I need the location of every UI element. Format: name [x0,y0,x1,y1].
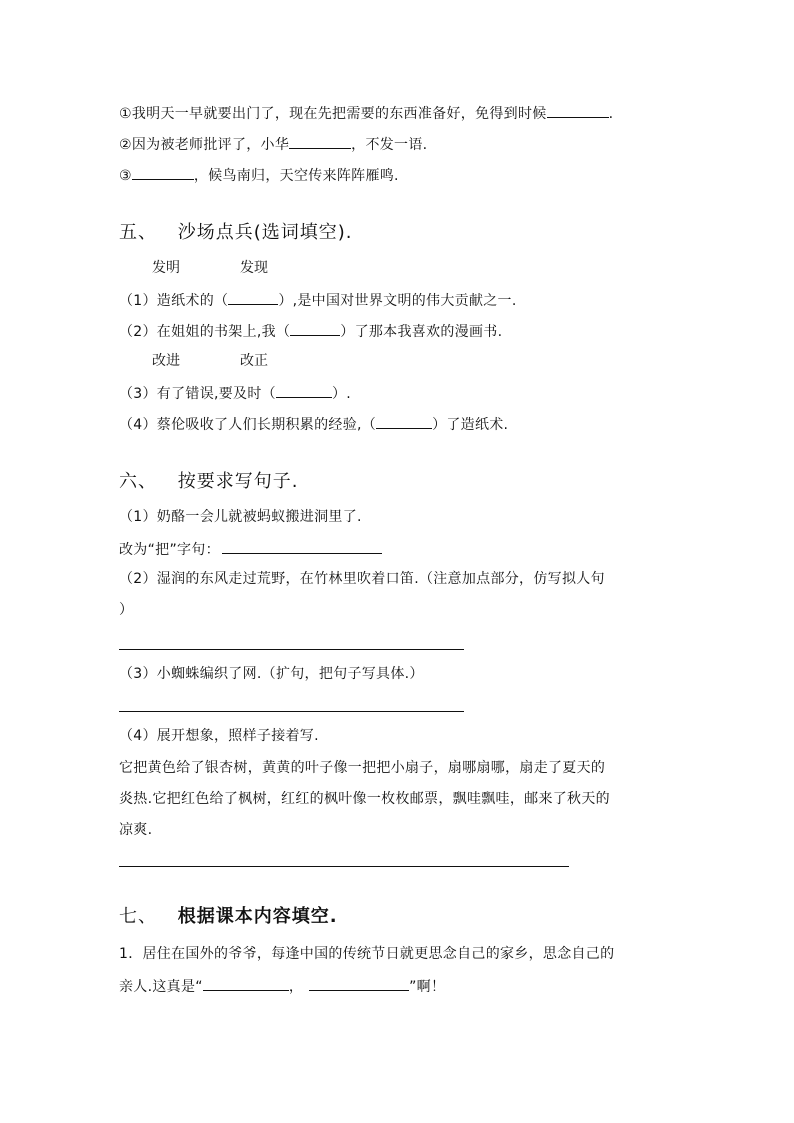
question-7-1-cont [119,976,445,996]
answer-line[interactable] [119,711,464,712]
section-title: 根据课本内容填空. [177,906,338,927]
section-number: 六、 [119,471,157,492]
question-text: （3）有了错误,要及时（ [119,386,276,402]
answer-blank[interactable] [228,290,278,305]
answer-blank[interactable] [222,539,382,554]
question-6-3: （3）小蜘蛛编织了网.（扩句，把句子写具体.） [119,666,424,682]
word-choice-3: 改进 [152,353,180,369]
example-paragraph-line-1: 它把黄色给了银杏树，黄黄的叶子像一把把小扇子，扇哪扇哪，扇走了夏天的 [119,760,606,776]
answer-line[interactable] [119,649,464,650]
answer-blank[interactable] [132,165,194,180]
question-5-4 [119,414,508,434]
question-6-1-prompt [119,539,382,559]
section-number: 五、 [119,222,157,243]
question-text-end: ，候鸟南归，天空传来阵阵雁鸣. [193,168,399,184]
word-choice-2: 发现 [240,260,268,276]
question-text-end: ，不发一语. [351,137,428,153]
question-4-2 [119,134,427,154]
question-text-sep: ， [288,979,304,995]
question-text-end: ）了造纸术. [432,417,509,433]
question-text-end: ）,是中国对世界文明的伟大贡献之一. [278,293,517,309]
section-title: 按要求写句子. [177,471,299,492]
question-6-4: （4）展开想象，照样子接着写. [119,728,319,744]
question-7-1: 1．居住在国外的爷爷，每逢中国的传统节日就更思念自己的家乡，思念自己的 [119,946,615,962]
section-7-heading [119,906,338,928]
answer-line[interactable] [119,866,569,867]
answer-blank[interactable] [276,383,332,398]
answer-blank[interactable] [547,103,609,118]
answer-blank[interactable] [290,321,340,336]
question-text-end: ”啊！ [409,979,446,995]
section-6-heading [119,471,298,493]
question-text: ①我明天一早就要出门了，现在先把需要的东西准备好，免得到时候 [119,106,547,122]
question-text: ③ [119,168,132,184]
question-6-1: （1）奶酪一会儿就被蚂蚁搬进洞里了. [119,509,362,525]
question-5-1 [119,290,517,310]
answer-blank[interactable] [289,134,351,149]
question-5-3 [119,383,351,403]
section-number: 七、 [119,906,157,927]
question-text-end: . [608,106,614,122]
word-choice-1: 发明 [152,260,180,276]
question-text: 亲人.这真是“ [119,979,203,995]
answer-blank[interactable] [309,976,409,991]
question-text: （1）造纸术的（ [119,293,229,309]
example-paragraph-line-3: 凉爽. [119,822,153,838]
word-choice-4: 改正 [240,353,268,369]
answer-blank[interactable] [376,414,432,429]
question-text: （2）在姐姐的书架上,我（ [119,324,291,340]
question-text-end: ）. [331,386,352,402]
question-text-end: ）了那本我喜欢的漫画书. [340,324,503,340]
question-4-1 [119,103,613,123]
section-5-heading [119,222,353,244]
question-6-2: （2）湿润的东风走过荒野，在竹林里吹着口笛.（注意加点部分，仿写拟人句 [119,571,605,587]
section-title: 沙场点兵(选词填空). [177,222,353,243]
question-6-2-cont: ） [119,602,134,618]
prompt-text: 改为“把”字句： [119,542,220,558]
answer-blank[interactable] [203,976,289,991]
question-5-2 [119,321,502,341]
question-text: （4）蔡伦吸收了人们长期积累的经验,（ [119,417,377,433]
example-paragraph-line-2: 炎热.它把红色给了枫树，红红的枫叶像一枚枚邮票，飘哇飘哇，邮来了秋天的 [119,791,610,807]
question-text: ②因为被老师批评了，小华 [119,137,290,153]
question-4-3 [119,165,399,185]
